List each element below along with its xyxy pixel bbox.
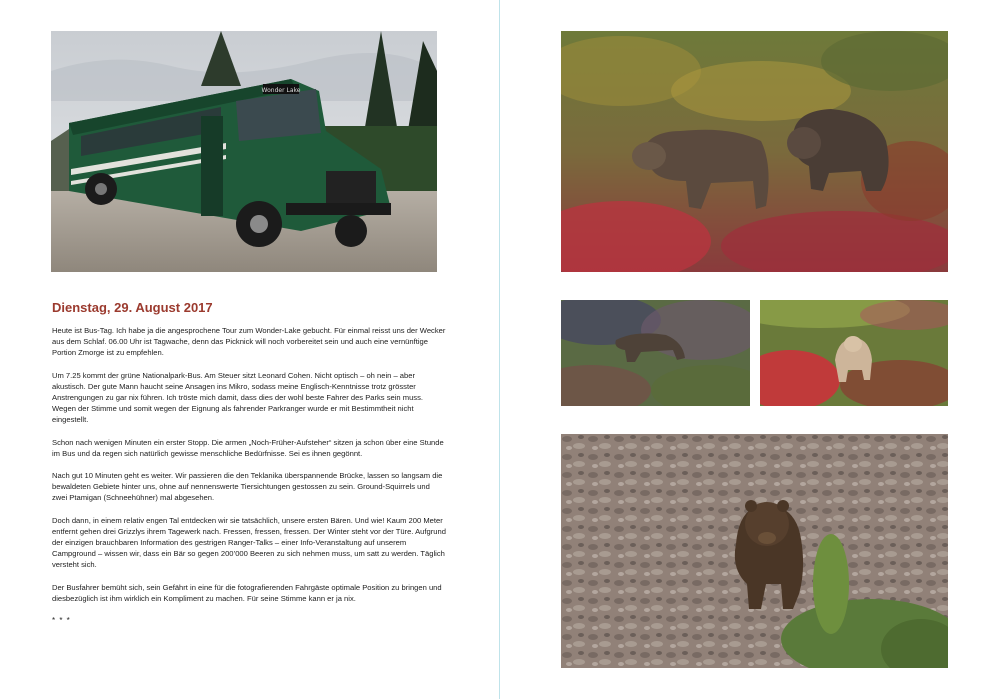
diary-text: [52, 325, 446, 626]
two-bears-photo: [561, 31, 948, 272]
paragraph: Heute ist Bus-Tag. Ich habe ja die angesprochene Tour zum Wonder-Lake gebucht. Für einmal reisst uns der Wecker aus dem Schlaf. 06.00 Uhr ist Tagwache, denn das Picknick will noch vorbereitet sein und auch eine vernünftige Portion Zmorge ist zu empfehlen.: [52, 326, 446, 358]
bear-in-bushes-photo: [760, 300, 948, 406]
bear-in-valley-photo: [561, 300, 750, 406]
paragraph: Nach gut 10 Minuten geht es weiter. Wir passieren die den Teklanika überspannende Brücke, lassen so langsam die bewaldeten Gebiete hinter uns, ohne auf nennenswerte Tiersichtungen gestossen zu sein. Ground-Squirrels und zwei Ptamigan (Schneehühner) mal abgesehen.: [52, 471, 443, 503]
paragraph: Um 7.25 kommt der grüne Nationalpark-Bus. Am Steuer sitzt Leonard Cohen. Nicht optisch – oh nein – aber akustisch. Der gute Mann haucht seine Ansagen ins Mikro, sodass meine Englisch-Kenntnisse trotz grösster Anstrengungen zu gar nix führen. Ich tröste mich damit, dass dies der wohl beste Fahrer des Parks sein muss. Wegen der Stimme und somit wegen der Eignung als fahrender Parkranger wurde er mit Bestimmtheit nicht eingestellt.: [52, 370, 424, 425]
paragraph: Schon nach wenigen Minuten ein erster Stopp. Die armen „Noch-Früher-Aufsteher“ sitzen ja schon über eine Stunde im Bus und da regen sich natürlich gewisse menschliche Bedürfnisse. Sei es ihnen gegönnt.: [52, 437, 444, 458]
section-separator: * * *: [52, 616, 71, 626]
paragraph: Der Busfahrer bemüht sich, sein Gefährt in eine für die fotografierenden Fahrgäste optimale Position zu bringen und diesbezüglich ist ihm wirklich ein Kompliment zu machen. Für seine Stimme kann er ja nix.: [52, 582, 442, 603]
right-page: [500, 0, 1000, 699]
bus-destination-sign: Wonder Lake: [261, 87, 301, 94]
date-heading: Dienstag, 29. August 2017: [52, 300, 213, 315]
left-page: [0, 0, 499, 699]
bus-photo: [51, 31, 437, 272]
bear-on-rocks-photo: [561, 434, 948, 668]
paragraph: Doch dann, in einem relativ engen Tal entdecken wir sie tatsächlich, unsere ersten Bären. Und wie! Kaum 200 Meter entfernt gehen drei Grizzlys ihrem Tagewerk nach. Fressen, fressen, fressen. Der Winter steht vor der Türe. Aufgrund der einzigen brauchbaren Information des gestrigen Ranger-Talks – einer Info-Veranstaltung auf unserem Campground – wissen wir, dass ein Bär so gegen 200’000 Beeren zu sich nehmen muss, um satt zu werden. Täglich versteht sich.: [52, 515, 446, 570]
